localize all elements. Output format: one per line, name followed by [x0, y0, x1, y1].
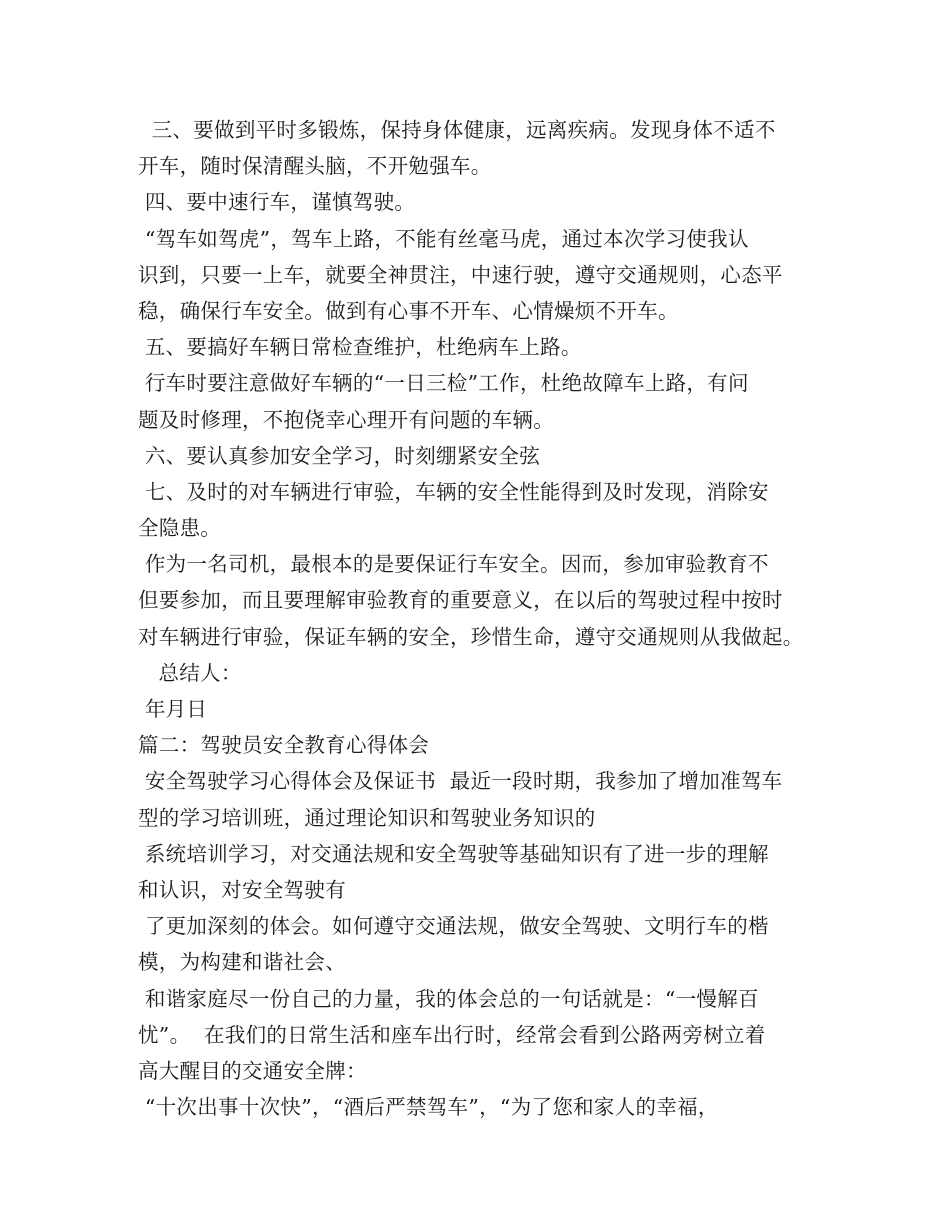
text-line: 但要参加，而且要理解审验教育的重要意义，在以后的驾驶过程中按时	[138, 588, 783, 613]
text-line: 七、及时的对车辆进行审验，车辆的安全性能得到及时发现，消除安	[138, 479, 769, 504]
text-line: 和谐家庭尽一份自己的力量，我的体会总的一句话就是：“一慢解百	[138, 986, 759, 1011]
text-line: 安全驾驶学习心得体会及保证书 最近一段时期，我参加了增加准驾车	[138, 769, 783, 794]
text-line: 识到，只要一上车，就要全神贯注，中速行驶，遵守交通规则，心态平	[138, 262, 783, 287]
text-line: “十次出事十次快”，“酒后严禁驾车”，“为了您和家人的幸福，	[138, 1095, 719, 1120]
text-line: 模，为构建和谐社会、	[138, 950, 346, 975]
text-line: “驾车如驾虎”，驾车上路，不能有丝毫马虎，通过本次学习使我认	[138, 226, 749, 251]
text-line: 稳，确保行车安全。做到有心事不开车、心情燥烦不开车。	[138, 298, 679, 323]
text-line: 全隐患。	[138, 516, 222, 541]
text-line: 作为一名司机，最根本的是要保证行车安全。因而，参加审验教育不	[138, 552, 769, 577]
text-line: 系统培训学习，对交通法规和安全驾驶等基础知识有了进一步的理解	[138, 841, 769, 866]
signature-label: 总结人：	[138, 660, 242, 685]
text-line: 五、要搞好车辆日常检查维护，杜绝病车上路。	[138, 335, 582, 360]
date-label: 年月日	[138, 697, 208, 721]
text-line: 题及时修理，不抱侥幸心理开有问题的车辆。	[138, 407, 554, 432]
text-line: 六、要认真参加安全学习，时刻绷紧安全弦	[138, 443, 541, 468]
text-line: 行车时要注意做好车辆的“一日三检”工作，杜绝故障车上路，有问	[138, 371, 749, 396]
section-heading: 篇二：驾驶员安全教育心得体会	[138, 733, 430, 758]
text-line: 开车，随时保清醒头脑，不开勉强车。	[138, 154, 492, 179]
document-body	[138, 112, 818, 1125]
text-line: 四、要中速行车，谨慎驾驶。	[138, 190, 416, 215]
text-line: 了更加深刻的体会。如何遵守交通法规，做安全驾驶、文明行车的楷	[138, 914, 769, 939]
text-line: 对车辆进行审验，保证车辆的安全，珍惜生命，遵守交通规则从我做起。	[138, 624, 804, 649]
text-line: 高大醒目的交通安全牌：	[138, 1058, 367, 1083]
text-line: 三、要做到平时多锻炼，保持身体健康，远离疾病。发现身体不适不	[138, 118, 776, 142]
text-line: 型的学习培训班，通过理论知识和驾驶业务知识的	[138, 805, 596, 830]
text-line: 和认识，对安全驾驶有	[138, 877, 346, 902]
text-line: 忧”。 在我们的日常生活和座车出行时，经常会看到公路两旁树立着	[138, 1022, 766, 1047]
